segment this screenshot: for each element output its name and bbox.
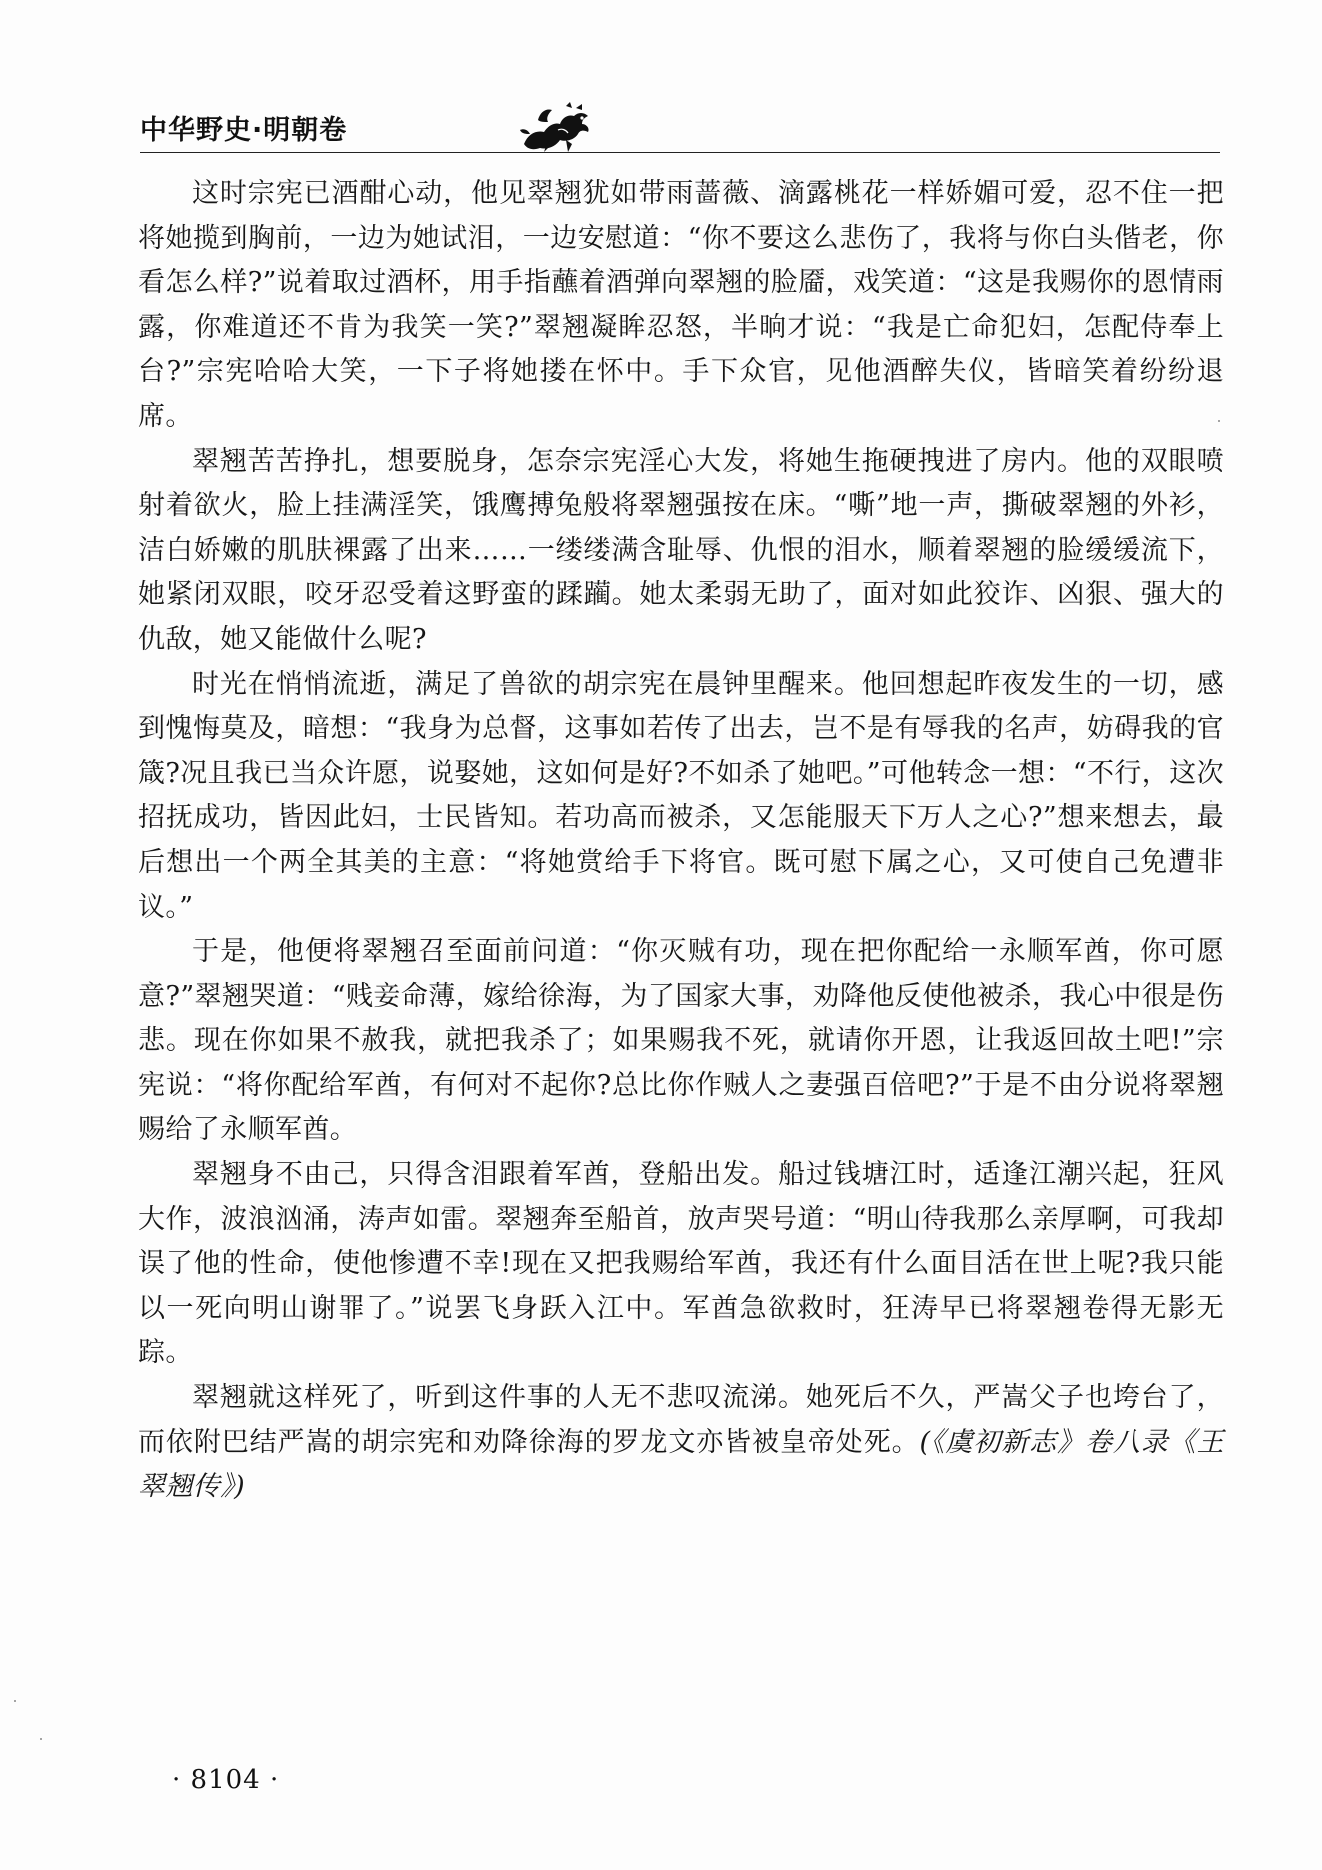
scan-speck — [14, 1700, 16, 1702]
running-header — [140, 100, 1220, 160]
book-title: 中华野史·明朝卷 — [140, 115, 348, 146]
paragraph: 于是，他便将翠翘召至面前问道：“你灭贼有功，现在把你配给一永顺军酋，你可愿意?”翠翘哭道：“贱妾命薄，嫁给徐海，为了国家大事，劝降他反使他被杀，我心中很是伤悲。现在你如果不赦我，就把我杀了；如果赐我不死，就请你开恩，让我返回故土吧!”宗宪说：“将你配给军酋，有何对不起你?总比你作贼人之妻强百倍吧?”于是不由分说将翠翘赐给了永顺军酋。 — [138, 936, 1224, 1146]
scan-speck — [40, 1738, 42, 1740]
scan-speck — [1218, 420, 1220, 422]
body-text — [138, 172, 1224, 1510]
page-number: · 8104 · — [172, 1765, 280, 1795]
source-citation: (《虞初新志》卷八录《王翠翘传》) — [138, 1426, 1224, 1503]
paragraph: 这时宗宪已酒酣心动，他见翠翘犹如带雨蔷薇、滴露桃花一样娇媚可爱，忍不住一把将她揽到胸前，一边为她试泪，一边安慰道：“你不要这么悲伤了，我将与你白头偕老，你看怎么样?”说着取过酒杯，用手指蘸着酒弹向翠翘的脸靥，戏笑道：“这是我赐你的恩情雨露，你难道还不肯为我笑一笑?”翠翘凝眸忍怒，半晌才说：“我是亡命犯妇，怎配侍奉上台?”宗宪哈哈大笑，一下子将她搂在怀中。手下众官，见他酒醉失仪，皆暗笑着纷纷退席。 — [138, 178, 1224, 432]
paragraph: 翠翘身不由己，只得含泪跟着军酋，登船出发。船过钱塘江时，适逢江潮兴起，狂风大作，波浪汹涌，涛声如雷。翠翘奔至船首，放声哭号道：“明山待我那么亲厚啊，可我却误了他的性命，使他惨遭不幸!现在又把我赐给军酋，我还有什么面目活在世上呢?我只能以一死向明山谢罪了。”说罢飞身跃入江中。军酋急欲救时，狂涛早已将翠翘卷得无影无踪。 — [138, 1159, 1224, 1369]
header-rule — [140, 152, 1220, 153]
scan-speck — [1210, 800, 1212, 802]
paragraph: 时光在悄悄流逝，满足了兽欲的胡宗宪在晨钟里醒来。他回想起昨夜发生的一切，感到愧悔莫及，暗想：“我身为总督，这事如若传了出去，岂不是有辱我的名声，妨碍我的官箴?况且我已当众许愿，说娶她，这如何是好?不如杀了她吧。”可他转念一想：“不行，这次招抚成功，皆因此妇，士民皆知。若功高而被杀，又怎能服天下万人之心?”想来想去，最后想出一个两全其美的主意：“将她赏给手下将官。既可慰下属之心，又可使自己免遭非议。” — [138, 668, 1224, 923]
paragraph: 翠翘苦苦挣扎，想要脱身，怎奈宗宪淫心大发，将她生拖硬拽进了房内。他的双眼喷射着欲火，脸上挂满淫笑，饿鹰搏兔般将翠翘强按在床。“嘶”地一声，撕破翠翘的外衫，洁白娇嫩的肌肤裸露了出来……一缕缕满含耻辱、仇恨的泪水，顺着翠翘的脸缓缓流下，她紧闭双眼，咬牙忍受着这野蛮的蹂躏。她太柔弱无助了，面对如此狡诈、凶狠、强大的仇敌，她又能做什么呢? — [138, 445, 1224, 655]
paragraph-text: 翠翘就这样死了，听到这件事的人无不悲叹流涕。她死后不久，严嵩父子也垮台了，而依附巴结严嵩的胡宗宪和劝降徐海的罗龙文亦皆被皇帝处死。 — [138, 1382, 1224, 1458]
dragon-icon — [518, 100, 596, 154]
paragraph-final — [138, 1376, 1224, 1510]
